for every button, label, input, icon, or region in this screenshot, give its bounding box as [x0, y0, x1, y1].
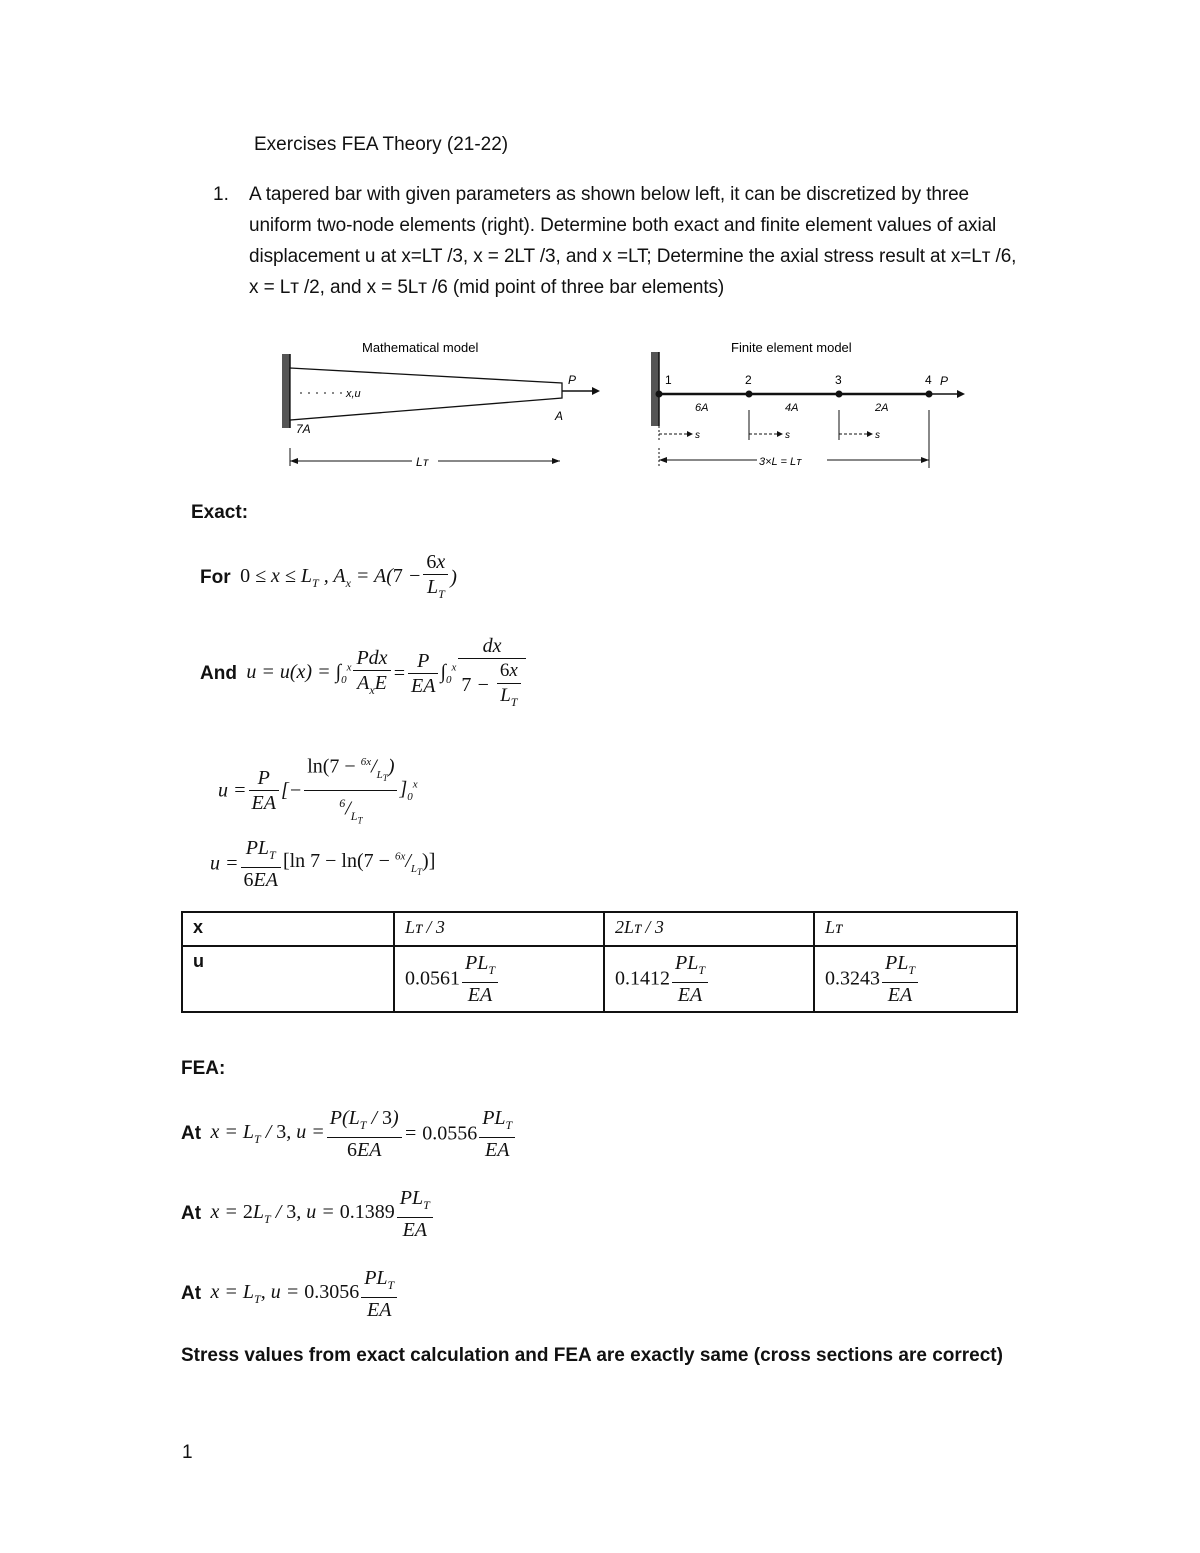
- table-cell: 2Lᴛ / 3: [604, 912, 814, 946]
- node-label-4: 4: [925, 373, 932, 387]
- fe-model-title: Finite element model: [731, 340, 852, 355]
- problem-number: 1.: [213, 184, 229, 205]
- table-cell: 0.3243 $\frac{PL_T}{EA}$: [814, 946, 1017, 1012]
- tip-area-label: A: [555, 409, 564, 423]
- table-cell: Lᴛ / 3: [394, 912, 604, 946]
- conclusion-text: Stress values from exact calculation and FEA are exactly same (cross sections are correct): [181, 1345, 1003, 1366]
- table-cell: Lᴛ: [814, 912, 1017, 946]
- force-label: P: [568, 373, 577, 387]
- table-cell: x: [182, 912, 394, 946]
- axis-label: x,u: [346, 388, 361, 400]
- element-area-3: 2A: [875, 402, 889, 414]
- page-number: 1: [182, 1442, 193, 1463]
- local-coord-label: s: [875, 430, 880, 441]
- exact-heading: Exact:: [191, 502, 249, 523]
- mathematical-model-figure: [270, 336, 610, 476]
- node-label-3: 3: [835, 373, 842, 387]
- math-model-title: Mathematical model: [362, 340, 479, 355]
- local-coord-label: s: [785, 430, 790, 441]
- exact-results-table: [181, 911, 1018, 1013]
- wall-support: [651, 352, 659, 426]
- element-area-2: 4A: [785, 402, 799, 414]
- table-row: [182, 946, 1017, 1012]
- table-cell: u: [182, 946, 394, 1012]
- node-3: [836, 391, 843, 398]
- closed-form-equation: u = $\frac{PL_T}{6EA}$ [ln $7 - \ln(7 - ^{6x}/_{L_T})$]: [210, 837, 436, 891]
- area-equation: For $0 \le x \le L_T$ , $A_x = A(7$ − $\frac{6x}{L_T}$ ): [200, 551, 457, 601]
- table-cell: 0.1412 $\frac{PL_T}{EA}$: [604, 946, 814, 1012]
- fea-equation-2: At $x = 2L_T / 3$, u = 0.1389 $\frac{PL_T}{EA}$: [181, 1186, 435, 1242]
- tapered-bar: [290, 368, 562, 420]
- fea-equation-3: At $x = L_T$, u = 0.3056 $\frac{PL_T}{EA}$: [181, 1266, 399, 1322]
- force-arrow-icon: [957, 390, 965, 398]
- node-label-2: 2: [745, 373, 752, 387]
- node-4: [926, 391, 933, 398]
- node-label-1: 1: [665, 373, 672, 387]
- table-row: [182, 912, 1017, 946]
- for-label: For: [200, 567, 231, 588]
- integrated-equation: u = $\frac{P}{EA}$ [− $\frac{\ln(7 - ^{6x}/_{L_T})}{^6/_{L_T}}$ ]$_0^x$: [218, 750, 418, 832]
- and-label: And: [200, 662, 237, 684]
- fea-heading: FEA:: [181, 1058, 226, 1079]
- page-title: Exercises FEA Theory (21-22): [254, 134, 509, 155]
- element-area-1: 6A: [695, 402, 709, 414]
- displacement-integral: And $u = u(x) = \int_0^x$ $\frac{\text{Pdx}}{A_xE}$ = $\frac{P}{EA}$ $\int_0^x$ dx 7 − $\frac{6x}{L_T}$: [200, 634, 528, 714]
- finite-element-model-figure: [645, 336, 975, 476]
- problem-text: A tapered bar with given parameters as shown below left, it can be discretized by three uniform two-node elements (right). Determine both exact and finite element values of axial displacement u at x=LT /3, x = 2LT /3, and x =LT; Determine the axial stress result at x=Lᴛ /6, x = Lᴛ /2, and x = 5Lᴛ /6 (mid point of three bar elements): [249, 184, 1017, 298]
- force-label: P: [940, 374, 949, 388]
- root-area-label: 7A: [296, 422, 311, 436]
- force-arrow-icon: [592, 387, 600, 395]
- wall-support: [282, 354, 290, 428]
- length-label: Lᴛ: [416, 455, 429, 469]
- node-1: [656, 391, 663, 398]
- total-length-label: 3×L = Lᴛ: [759, 456, 802, 468]
- local-coord-label: s: [695, 430, 700, 441]
- fea-equation-1: At $x = L_T / 3$, u = $\frac{P(L_T / 3)}{6EA}$ = 0.0556 $\frac{PL_T}{EA}$: [181, 1106, 517, 1162]
- node-2: [746, 391, 753, 398]
- table-cell: 0.0561 $\frac{PL_T}{EA}$: [394, 946, 604, 1012]
